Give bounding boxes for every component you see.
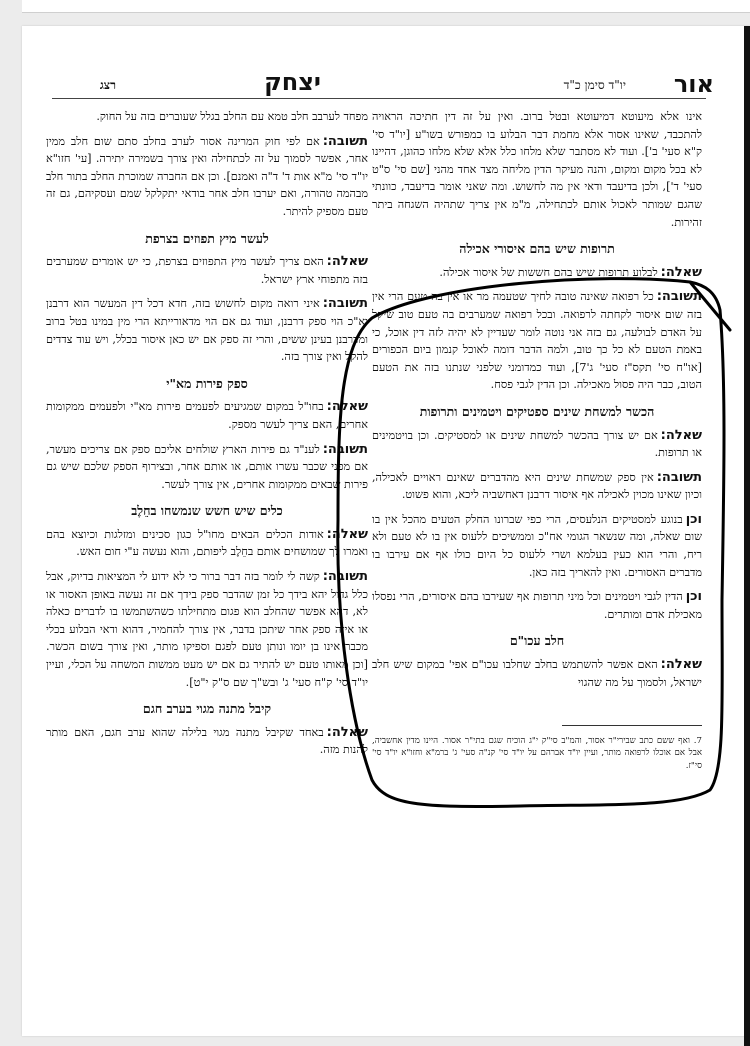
section-title-toothpaste: הכשר למשחת שינים ספטיקים ויטמינים ותרופות — [419, 403, 655, 419]
answer-text: אם לפי חוק המרינה אסור לערב בחלב סתם שום חלב ממין אחר, אפשר לסמוך על זה לכתחילה ואין צורך בשמירה יתירה. [עי' חזו"א יו"ד סי' מ"א אות ד' ד"ה ואמנם]. וכן אם החברה שמוכרת החלב בתור חלב מבהמה טהורה, ואם יערבו חלב אחר בודאי יתקלקל שמם ועסקיהם, גם זה טעם מספיק להיתר. — [46, 134, 368, 218]
question-label: שאלה: — [660, 264, 702, 280]
running-subtitle: יו"ד סימן כ"ד — [563, 78, 626, 92]
question-text: באחד שקיבל מתנה מגוי בלילה שהוא ערב חגם, האם מותר להנות מזה. — [46, 725, 368, 757]
section-title-milk: חלב עכו"ם — [509, 633, 565, 649]
footnote-rule — [562, 725, 702, 726]
answer-label: תשובה: — [322, 441, 368, 457]
question-medicines — [372, 264, 702, 282]
lead-word: וכן — [685, 511, 702, 527]
question-label: שאלה: — [660, 657, 702, 673]
paragraph-gum — [372, 511, 702, 581]
answer-label: תשובה: — [322, 569, 368, 585]
paragraph-text: בנוגע למסטיקים הנלעסים, הרי כפי שברונו החלק הטעים מהכל אין בו שום שאלה, ומה שנשאר הגומי אח"כ וממשיכים ללעוס אין בו לא טעם ולא ריח, והרי הוא כעין בעלמא ושרי ללעוס כל היום כולו אף אם עירבו בו מדברים האסורים. ואין להאריך בזה כאן. — [372, 512, 702, 579]
answer-toothpaste — [372, 469, 702, 504]
answer-fruit-doubt — [46, 441, 368, 494]
paragraph-vitamins — [372, 588, 702, 623]
answer-utensils — [46, 568, 368, 691]
page-header — [32, 68, 726, 98]
question-label: שאלה: — [326, 399, 368, 415]
page-number: רצג — [99, 78, 116, 92]
question-label: שאלה: — [660, 427, 702, 443]
question-text: האם אפשר להשתמש בחלב שחלבו עכו"ם אפי' במקום שיש חלב ישראל, ולסמוך על מה שהגוי — [372, 658, 702, 689]
answer-text: קשה לי לומר בזה דבר ברור כי לא ידוע לי המציאות בדיוק, אבל כלל גדול יהא בידך כל זמן שהדבר ספק בידך אם זה נעשה באופן האסור או לא, דהא אפשר שהחלב הוא פגום מתחילתו כשהשתמשו בו לדברים כאלה או איזה ספק אחר שיתכן בדבר, אין צורך להחמיר, דהוא ודאי הבלוע בכלי מכבר אינו בן יומו ונותן טעם לפגם וספיקו מותר, ואין צורך בשום הכשר. [וכן מאותו טעם יש להתיר גם אם יש מעט ממשות המשחה על הכלי, ועיין יו"ד סי' ק"ח סעי' ג' ובש"ך שם ס"ק י"ט]. — [46, 570, 368, 689]
answer-text: כל רפואה שאינה טובה לחיך שטעמה מר או אין בה טעם הרי אין בזה שום איסור לקחתה לרפואה. ובכל רפואה שמערבים בה טעם טוב שיקל על האדם לבולעה, גם בזה אני נוטה לומר שעדיין לא יהיה לזה דין אוכל, כי באמת הטעם לא כל כך טוב, ולמה הדבר דומה לאוכל קנמון ביום הכפורים [או"ח סי' תקס"ז סעי' ג'7], ועוד כמדומני שלפני שנתנו בזה את הטעם הטוב, כבר היה פסול מאכילה. וכן הדין לגבי פסח. — [372, 290, 702, 392]
question-text: בחו"ל במקום שמגיעים לפעמים פירות מא"י ולפעמים ממקומות אחרים, האם צריך לעשר מספק. — [46, 400, 368, 431]
question-text: האם צריך לעשר מיץ התפוזים בצרפת, כי יש אומרים שמערבים בזה מתפוחי ארץ ישראל. — [46, 255, 368, 286]
answer-medicines — [372, 288, 702, 394]
question-gift — [46, 724, 368, 759]
answer-label: תשובה: — [656, 469, 702, 485]
section-title-orange-juice: לעשר מיץ תפוזים בצרפת — [145, 230, 269, 246]
question-milk — [372, 656, 702, 691]
left-column — [46, 108, 368, 766]
section-title-fruit-doubt: ספק פירות מא"י — [166, 375, 248, 391]
answer-label: תשובה: — [322, 296, 368, 312]
section-title-gift: קיבל מתנה מגוי בערב חגם — [142, 701, 272, 717]
section-title-utensils: כלים שיש חשש שנמשחו בחֵלֶב — [131, 503, 283, 519]
section-title-medicines: תרופות שיש בהם איסורי אכילה — [459, 241, 615, 257]
lead-word: וכן — [685, 589, 702, 605]
question-label: שאלה: — [326, 526, 368, 542]
answer-orange-juice — [46, 295, 368, 365]
left-intro-paragraph: מפחד לערבב חלב טמא עם החלב בגלל שעוברים בזה על החוק. — [96, 110, 368, 123]
question-fruit-doubt — [46, 398, 368, 433]
answer-label: תשובה: — [322, 133, 368, 149]
running-title-right: אור — [673, 70, 714, 98]
previous-page-edge — [22, 0, 750, 13]
answer-text: איני רואה מקום לחשוש בזה, חדא דכל דין המעשר הוא דרבנן וא"כ הוי ספק דרבנן, ועוד גם אם הוי מדאורייתא הרי מין במינו בטל ברוב ומדרבנן בעינן ששים, והרי זה ספק אם יש כאן איסור בכלל, ויש עוד צדדים להקל ואין צורך בזה. — [46, 297, 368, 364]
header-rule — [52, 98, 706, 99]
question-label: שאלה: — [326, 254, 368, 270]
question-text: אודות הכלים הבאים מחו"ל כגון סכינים ומזלגות וכיוצא בהם ואמרו לך שמושחים אותם בחֵלֶב ליפותם, והוא נעשה ע"י חום האש. — [46, 527, 368, 559]
answer-text: אין ספק שמשחת שינים היא מהדברים שאינם ראויים לאכילה, וכיון שאינו מכוין לאכילה אף איסור דרבנן דאחשביה ליכא, והוא פשוט. — [372, 470, 702, 502]
question-utensils — [46, 526, 368, 561]
answer-milk-law — [46, 133, 368, 221]
running-title-left: יצחק — [264, 68, 321, 96]
question-toothpaste — [372, 427, 702, 462]
question-text: אם יש צורך בהכשר למשחת שינים או למסטיקים. וכן בויטמינים או תרופות. — [372, 428, 702, 460]
paragraph-text: הדין לגבי ויטמינים וכל מיני תרופות אף שעירבו בהם איסורים, הרי נפסלו מאכילת אדם ומותרים. — [372, 590, 702, 621]
right-column — [372, 108, 702, 781]
question-text: לבלוע תרופות שיש בהם חששות של איסור אכילה. — [439, 265, 658, 279]
right-intro-paragraph: אינו אלא מיעוטא דמיעוטא ובטל ברוב. ואין על זה דין חתיכה הראויה להתכבד, שאינו אסור אלא מחמת דבר הבלוע בו כמפורש בשו"ע [יו"ד סי' ק"א סעי' ב']. ועוד לא מסתבר שלא מלחו כלל אלא שלא מלחו כהוגן, דהיינו לא בכל מקום ומקום, והנה מעיקר הדין מליחה מצד אחד מהני [שם סי' ס"ט סעי' ד'], ולכן בדיעבד ודאי אין מה לחשוש. ומה שאני אומר בדיעבד, כוונתי שהגם שמותר לאכול אותם לכתחילה, מ"מ אין צריך שתהיה השגחה ביתר זהירות. — [372, 110, 702, 229]
footnote: 7. ואף ששם כתב שבירי"ר אסור, והמ"ב סי"ק י"ג הוכיח שגם בתי"ר אסור. היינו מדין אחשביה, אבל אם אוכלו לרפואה מותר, ועיין יו"ד אברהם על יו"ד סי' קנ"ה סעי' ג' ברמ"א וחזו"א יו"ד סי' סי"ז. — [372, 735, 702, 771]
question-orange-juice — [46, 253, 368, 288]
question-label: שאלה: — [326, 724, 368, 740]
answer-text: לענ"ד גם פירות הארץ שולחים אליכם ספק אם צריכים מעשר, אם מפני שכבר עשרו אותם, או אותם אחר, ובצירוף הספק שלכם שיש גם פירות שבאים ממקומות אחרים, אין צורך לעשר. — [46, 442, 368, 491]
answer-label: תשובה: — [656, 289, 702, 305]
photo-dark-edge — [744, 26, 750, 1046]
